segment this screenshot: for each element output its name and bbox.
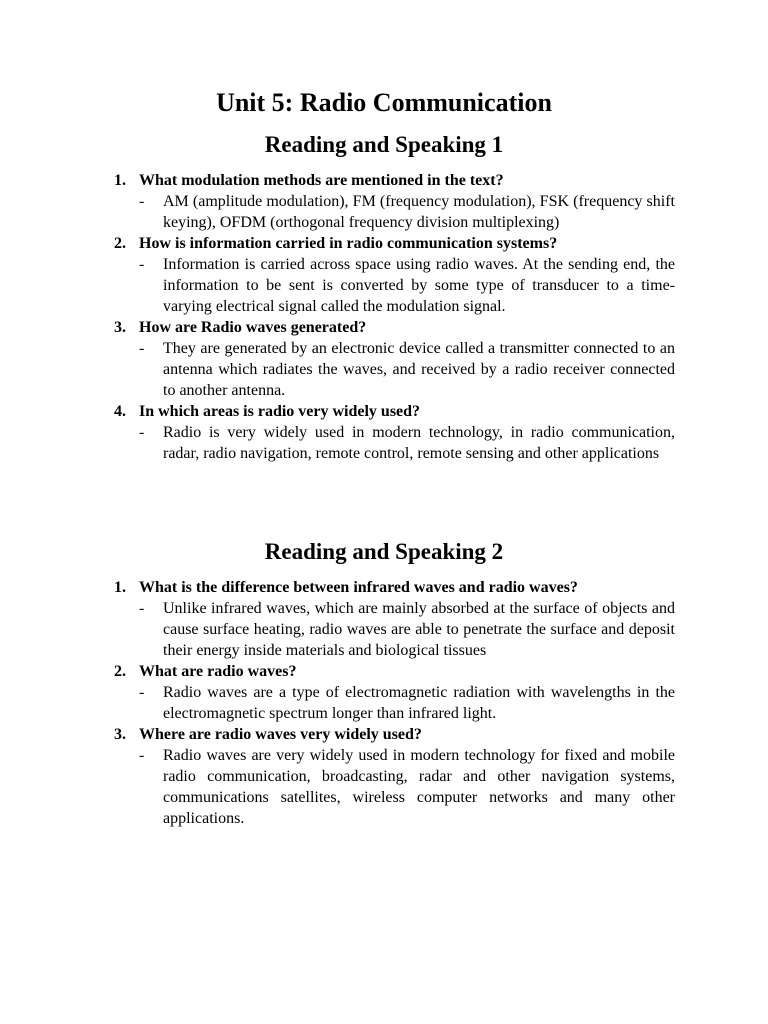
answer xyxy=(114,745,675,829)
question-number: 2. xyxy=(114,235,126,252)
question xyxy=(114,233,675,254)
question xyxy=(114,724,675,745)
question-number: 3. xyxy=(114,726,126,743)
answer-text: Unlike infrared waves, which are mainly absorbed at the surface of objects and cause surface heating, radio waves are able to penetrate the surface and deposit their energy inside materials and biological tissues xyxy=(163,600,675,659)
answer xyxy=(114,254,675,317)
question-number: 3. xyxy=(114,319,126,336)
question-number: 1. xyxy=(114,579,126,596)
answer-text: They are generated by an electronic device called a transmitter connected to an antenna which radiates the waves, and received by a radio receiver connected to another antenna. xyxy=(163,340,675,399)
question-number: 1. xyxy=(114,172,126,189)
qa-item xyxy=(114,233,675,317)
qa-item xyxy=(114,317,675,401)
question-text: What is the difference between infrared waves and radio waves? xyxy=(139,579,578,596)
question-list-section-1 xyxy=(114,170,675,464)
qa-item xyxy=(114,661,675,724)
question-text: How is information carried in radio communication systems? xyxy=(139,235,558,252)
answer-text: Information is carried across space using radio waves. At the sending end, the information to be sent is converted by some type of transducer to a time-varying electrical signal called the modulation signal. xyxy=(163,256,675,315)
answer-bullet: - xyxy=(139,193,145,210)
question xyxy=(114,577,675,598)
question-number: 2. xyxy=(114,663,126,680)
question-number: 4. xyxy=(114,403,126,420)
answer-text: AM (amplitude modulation), FM (frequency modulation), FSK (frequency shift keying), OFDM (orthogonal frequency division multiplexing) xyxy=(163,193,675,231)
question xyxy=(114,317,675,338)
answer-text: Radio waves are a type of electromagnetic radiation with wavelengths in the electromagnetic spectrum longer than infrared light. xyxy=(163,684,675,722)
qa-item xyxy=(114,170,675,233)
answer xyxy=(114,422,675,464)
answer-text: Radio waves are very widely used in modern technology for fixed and mobile radio communication, broadcasting, radar and other navigation systems, communications satellites, wireless computer networks and many other applications. xyxy=(163,747,675,827)
question xyxy=(114,661,675,682)
section-heading-reading-speaking-1: Reading and Speaking 1 xyxy=(264,132,504,157)
question-text: In which areas is radio very widely used? xyxy=(139,403,421,420)
answer xyxy=(114,191,675,233)
question-text: What are radio waves? xyxy=(139,663,297,680)
answer-bullet: - xyxy=(139,684,145,701)
answer-bullet: - xyxy=(139,256,145,273)
qa-item xyxy=(114,401,675,464)
question xyxy=(114,401,675,422)
question-text: Where are radio waves very widely used? xyxy=(139,726,422,743)
answer-bullet: - xyxy=(139,747,145,764)
qa-item xyxy=(114,724,675,829)
question-text: What modulation methods are mentioned in the text? xyxy=(139,172,504,189)
answer-bullet: - xyxy=(139,424,145,441)
answer-text: Radio is very widely used in modern technology, in radio communication, radar, radio navigation, remote control, remote sensing and other applications xyxy=(163,424,675,462)
answer xyxy=(114,598,675,661)
answer xyxy=(114,682,675,724)
answer-bullet: - xyxy=(139,340,145,357)
question-text: How are Radio waves generated? xyxy=(139,319,367,336)
document-title: Unit 5: Radio Communication xyxy=(216,88,552,117)
qa-item xyxy=(114,577,675,661)
question xyxy=(114,170,675,191)
answer xyxy=(114,338,675,401)
question-list-section-2 xyxy=(114,577,675,829)
section-heading-reading-speaking-2: Reading and Speaking 2 xyxy=(264,539,504,564)
answer-bullet: - xyxy=(139,600,145,617)
